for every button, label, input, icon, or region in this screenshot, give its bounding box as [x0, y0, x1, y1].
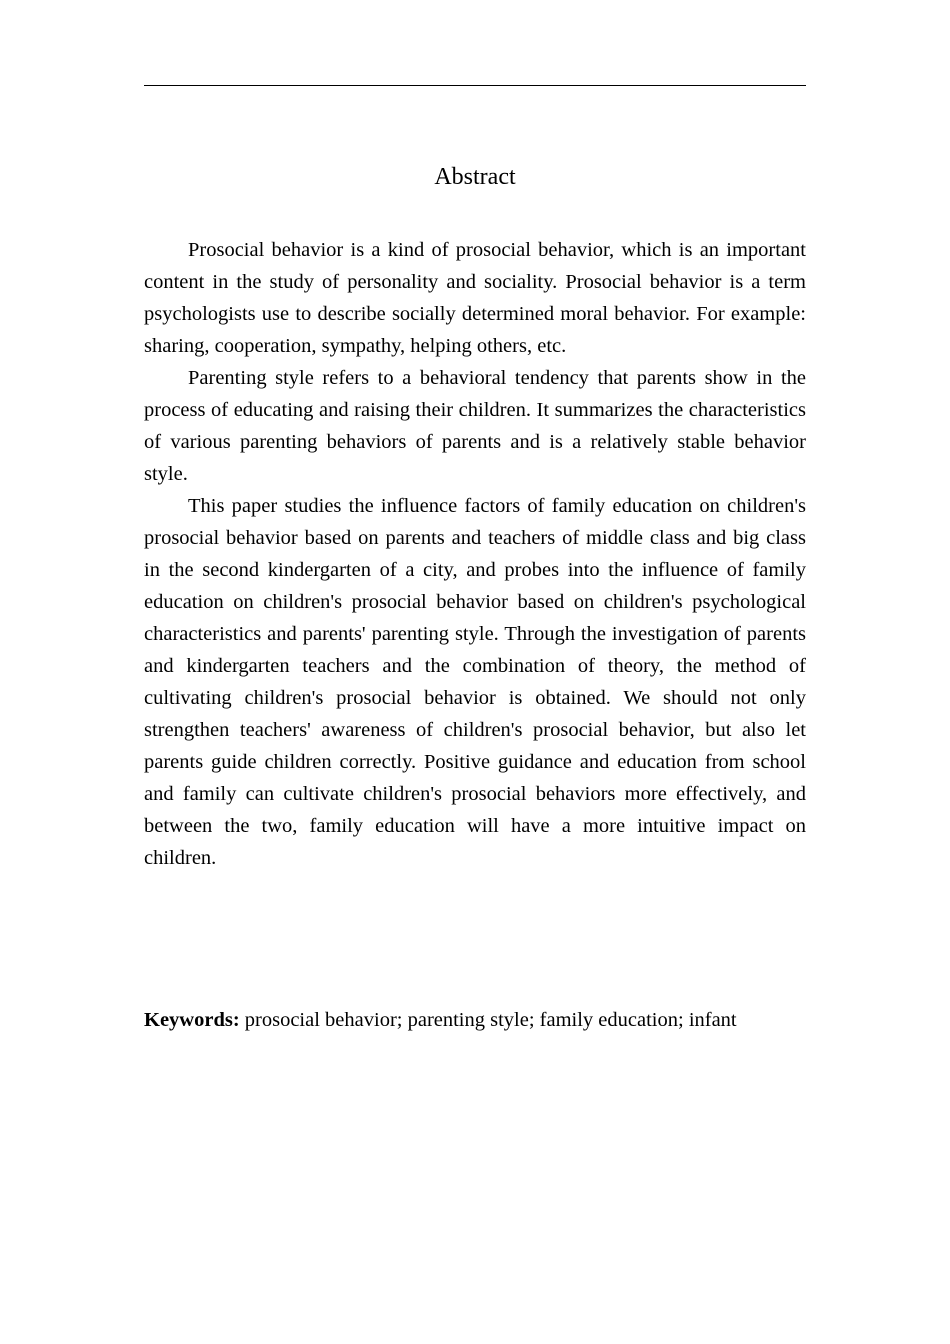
keywords-text: prosocial behavior; parenting style; family education; infant: [239, 1009, 737, 1031]
abstract-title: Abstract: [434, 164, 516, 190]
keywords-label: Keywords:: [144, 1009, 240, 1031]
abstract-paragraph-2: Parenting style refers to a behavioral tendency that parents show in the process of educating and raising their children. It summarizes the characteristics of various parenting behaviors of parents and is a relatively stable behavior style.: [144, 367, 806, 485]
header-rule: [144, 85, 806, 86]
abstract-paragraph-1: Prosocial behavior is a kind of prosocial behavior, which is an important content in the study of personality and sociality. Prosocial behavior is a term psychologists use to describe socially determined moral behavior. For example: sharing, cooperation, sympathy, helping others, etc.: [144, 239, 806, 357]
abstract-body: [144, 234, 806, 874]
keywords-line: [144, 1004, 844, 1036]
abstract-paragraph-3: This paper studies the influence factors of family education on children's prosocial behavior based on parents and teachers of middle class and big class in the second kindergarten of a city, and probes into the influence of family education on children's prosocial behavior based on children's psychological characteristics and parents' parenting style. Through the investigation of parents and kindergarten teachers and the combination of theory, the method of cultivating children's prosocial behavior is obtained. We should not only strengthen teachers' awareness of children's prosocial behavior, but also let parents guide children correctly. Positive guidance and education from school and family can cultivate children's prosocial behaviors more effectively, and between the two, family education will have a more intuitive impact on children.: [144, 495, 806, 869]
